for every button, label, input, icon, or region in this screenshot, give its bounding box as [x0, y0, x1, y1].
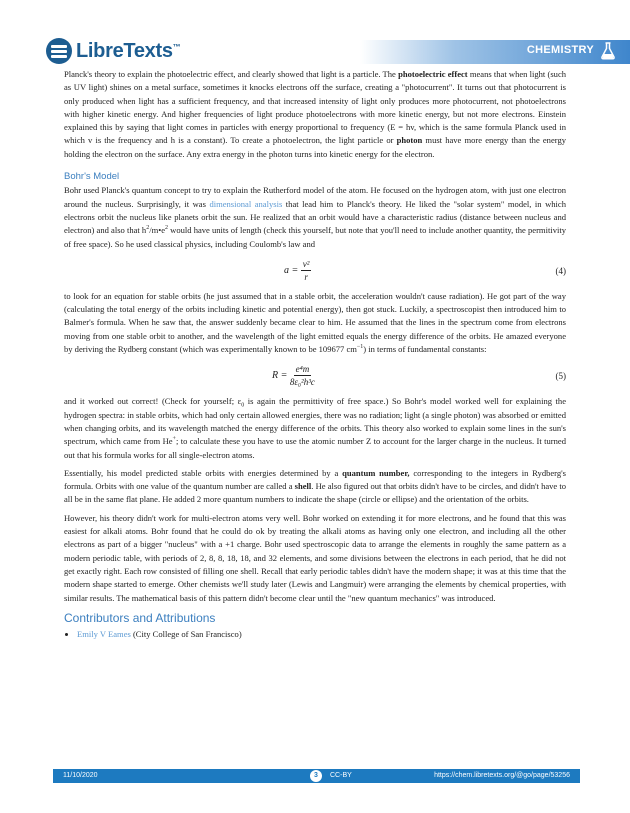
- logo-text: LibreTexts™: [76, 39, 181, 62]
- contributors-list: [64, 628, 566, 641]
- footer-date: 11/10/2020: [63, 772, 98, 779]
- equation-5-label: (5): [555, 371, 566, 382]
- equation-5: [64, 361, 566, 395]
- equation-5-fraction: $\frac{\text{e⁴m}}{\text{8ε₀²h³c}}$: [289, 364, 315, 388]
- list-item: • Emily V Eames (City College of San Francisco): [77, 628, 566, 641]
- equation-5-lhs: R =: [272, 370, 288, 382]
- bohr-paragraph-2: to look for an equation for stable orbits (he just assumed that in a stable orbit, the acceleration wouldn't cause radiation). He got part of the way (calculating the total energy of the orbits including kinetic and potential energy), then got stuck. Luckily, a spectroscopist then introduced him to Balmer's formula. When he saw that, the answer suddenly became clear to him. He assumed that the lines in the spectrum come from electrons moving from one stable orbit to another, and the wavelength of the light emitted equals the energy difference of the orbits. He amazed everyone by deriving the Rydberg constant (which was experimentally known to be 109677 $cm^{-1}$) in terms of fundamental constants:: [64, 290, 566, 355]
- page-url[interactable]: https://chem.libretexts.org/@go/page/53256: [434, 772, 570, 779]
- page-footer: [53, 769, 580, 783]
- main-content: [64, 68, 566, 641]
- libretexts-book-icon: [46, 38, 72, 64]
- bohr-paragraph-5: However, his theory didn't work for multi-electron atoms very well. Bohr worked on extending it for more electrons, and he found that this was easiest for alkali atoms. Bohr found that he could do ok by treating the alkali atoms as having only one electron, and including all the other electrons as part of a bigger "nucleus" with a +1 charge. Bohr used spectroscopic data to arrange the elements in roughly the same pattern as a modern periodic table, with periods of 2, 8, 8, 18, 18, and 32 elements, and some divisions between the electrons in each period, that he did not get exactly right. Each row consisted of filling one shell. Recall that early periodic tables didn't have the modern shape; it was at this time that the modern shape started to emerge. Other chemists we'll study later (Lewis and Langmuir) were arranging the elements by chemical properties, with similar results. The mathematical basis of this pattern didn't become clear until the "new quantum mechanics" was introduced.: [64, 512, 566, 603]
- page-number: 3: [310, 770, 322, 782]
- equation-4-label: (4): [555, 265, 566, 276]
- dimensional-analysis-link[interactable]: dimensional analysis: [209, 198, 283, 209]
- equation-4-lhs: a =: [284, 264, 299, 276]
- section-title-contributors: Contributors and Attributions: [64, 610, 216, 625]
- subject-label: CHEMISTRY: [526, 44, 594, 56]
- equation-4-fraction: $\frac{\text{v²}}{r}$: [302, 258, 310, 282]
- section-title-bohr: Bohr's Model: [64, 171, 120, 183]
- flask-icon: [600, 42, 616, 60]
- subject-banner: [360, 40, 630, 64]
- libretexts-logo[interactable]: [46, 38, 180, 64]
- equation-4: [64, 256, 566, 290]
- page-header: [0, 0, 630, 70]
- license-label: CC-BY: [330, 772, 352, 779]
- bohr-paragraph-3: and it worked out correct! (Check for yourself; $\varepsilon_0$ is again the permittivity of free space.) So Bohr's model worked well for explaining the hydrogen spectra: in stable orbits, which had only certain allowed energies, there was no radiation; light (a single photon) was absorbed or emitted when changing orbits, and its wavelength matched the energy difference of the orbits. This theory also worked to explain some lines in the sun's spectrum, which came from He+; to calculate these you have to use the atomic number Z to account for the larger charge in the nucleus. It turned out that his formula works for all single-electron atoms.: [64, 396, 566, 460]
- bohr-paragraph-4: Essentially, his model predicted stable orbits with energies determined by a quantum number, corresponding to the integers in Rydberg's formula. Orbits with one value of the quantum number are called a shell. He also figured out that orbits didn't have to be circles, and didn't have to all be in the same flat plane. He added 2 more quantum numbers to indicate the shape (circle or ellipse) and the orientation of the orbits.: [64, 467, 567, 505]
- intro-paragraph: Planck's theory to explain the photoelectric effect, and clearly showed that light is a particle. The photoelectric effect means that when light (such as UV light) shines on a metal surface, sometimes it knocks electrons off the surface, creating a "photocurrent". It turns out that photocurrent is only produced when light has a sufficient frequency, and that increased intensity of light only produces more photocurrent, not photoelectrons with higher kinetic energy. And higher frequencies of light produce photoelectrons with more kinetic energy, but not more electrons. Einstein explained this by saying that light comes in particles with energy proportional to frequency (E = hv, which is the same formula Planck used in which v is the frequency and h is a constant). To create a photoelectron, the light particle or photon must have more energy than the energy holding the electron on the surface. Any extra energy in the photon turns into kinetic energy for the electron.: [64, 69, 567, 159]
- bohr-paragraph-1: Bohr used Planck's quantum concept to try to explain the Rutherford model of the atom. He focused on the hydrogen atom, with just one electron around the nucleus. Surprisingly, it was dimensional analysis that lead him to Planck's theory. He liked the "solar system" model, in which electrons orbit the nucleus like planets orbit the sun. He realized that an orbit would have a characteristic radius (distance between nucleus and electron) and also that $h^2/m•e^2$ would have units of length (check this yourself, but note that you'll need to include another quantity, the permitivity of free space). So he used classical physics, including Coulomb's law and: [64, 185, 566, 249]
- contributor-link[interactable]: Emily V Eames: [77, 629, 131, 640]
